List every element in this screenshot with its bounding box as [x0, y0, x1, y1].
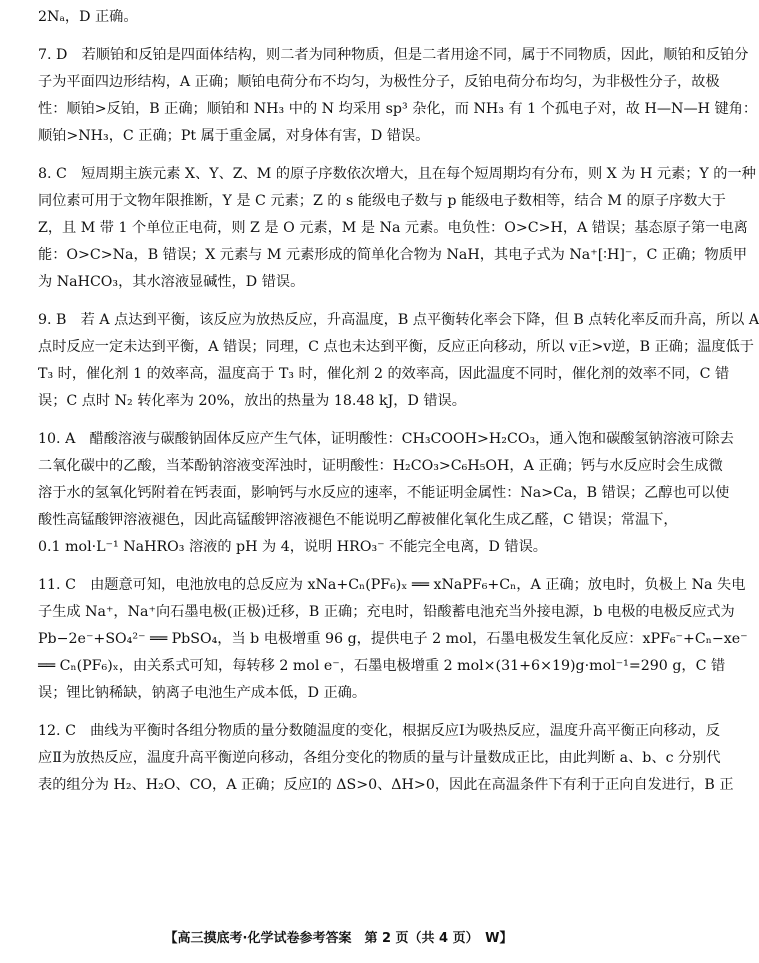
answer-page — [38, 4, 759, 799]
answer-tail — [38, 4, 648, 31]
answer-9 — [38, 307, 759, 415]
answer-11 — [38, 572, 748, 707]
answer-line: 7. D 若顺铂和反铂是四面体结构，则二者为同种物质，但是二者用途不同，属于不同物质，因此，顺铂和反铂分 — [38, 47, 749, 63]
answer-line: 8. C 短周期主族元素 X、Y、Z、M 的原子序数依次增大，且在每个短周期均有分布，则 X 为 H 元素；Y 的一种 — [38, 166, 756, 182]
answer-line: 表的组分为 H₂、H₂O、CO，A 正确；反应Ⅰ的 ΔS>0、ΔH>0，因此在高温条件下有利于正向自发进行，B 正 — [38, 777, 734, 793]
answer-line: 9. B 若 A 点达到平衡，该反应为放热反应，升高温度，B 点平衡转化率会下降，但 B 点转化率反而升高，所以 A — [38, 312, 759, 328]
answer-8 — [38, 161, 756, 296]
answer-line: 应Ⅱ为放热反应，温度升高平衡逆向移动，各组分变化的物质的量与计量数成正比，由此判断 a、b、c 分别代 — [38, 750, 721, 766]
page-footer: 【高三摸底考·化学试卷参考答案 第 2 页（共 4 页） W】 — [164, 931, 513, 946]
answer-line: 2Nₐ，D 正确。 — [38, 9, 138, 25]
answer-line: 0.1 mol·L⁻¹ NaHRO₃ 溶液的 pH 为 4，说明 HRO₃⁻ 不能完全电离，D 错误。 — [38, 539, 547, 555]
answer-line: 能：O>C>Na，B 错误；X 元素与 M 元素形成的简单化合物为 NaH，其电子式为 Na⁺[∶H]⁻，C 正确；物质甲 — [38, 247, 748, 263]
answer-line: T₃ 时，催化剂 1 的效率高，温度高于 T₃ 时，催化剂 2 的效率高，因此温度不同时，催化剂的效率不同，C 错 — [38, 366, 730, 382]
answer-line: 溶于水的氢氧化钙附着在钙表面，影响钙与水反应的速率，不能证明金属性：Na>Ca，B 错误；乙醇也可以使 — [38, 485, 730, 501]
answer-line: Pb−2e⁻+SO₄²⁻ ══ PbSO₄，当 b 电极增重 96 g，提供电子 2 mol，石墨电极发生氧化反应：xPF₆⁻+Cₙ−xe⁻ — [38, 631, 748, 647]
answer-7 — [38, 42, 758, 150]
answer-line: Z，且 M 带 1 个单位正电荷，则 Z 是 O 元素，M 是 Na 元素。电负性：O>C>H，A 错误；基态原子第一电离 — [38, 220, 748, 236]
answer-line: 子为平面四边形结构，A 正确；顺铂电荷分布不均匀，为极性分子，反铂电荷分布均匀，为非极性分子，故极 — [38, 74, 720, 90]
answer-line: 子生成 Na⁺，Na⁺向石墨电极(正极)迁移，B 正确；充电时，铅酸蓄电池充当外接电源，b 电极的电极反应式为 — [38, 604, 735, 620]
answer-line: 11. C 由题意可知，电池放电的总反应为 xNa+Cₙ(PF₆)ₓ ══ xNaPF₆+Cₙ，A 正确；放电时，负极上 Na 失电 — [38, 577, 746, 593]
answer-line: 10. A 醋酸溶液与碳酸钠固体反应产生气体，证明酸性：CH₃COOH>H₂CO₃，通入饱和碳酸氢钠溶液可除去 — [38, 431, 734, 447]
answer-line: 12. C 曲线为平衡时各组分物质的量分数随温度的变化，根据反应Ⅰ为吸热反应，温度升高平衡正向移动，反 — [38, 723, 720, 739]
answer-line: 同位素可用于文物年限推断，Y 是 C 元素；Z 的 s 能级电子数与 p 能级电子数相等，结合 M 的原子序数大于 — [38, 193, 726, 209]
answer-10 — [38, 426, 734, 561]
answer-12 — [38, 718, 734, 799]
answer-line: 酸性高锰酸钾溶液褪色，因此高锰酸钾溶液褪色不能说明乙醇被催化氧化生成乙醛，C 错误；常温下， — [38, 512, 678, 528]
answer-line: 为 NaHCO₃，其水溶液显碱性，D 错误。 — [38, 274, 305, 290]
answer-line: 误；C 点时 N₂ 转化率为 20%，放出的热量为 18.48 kJ，D 错误。 — [38, 393, 466, 409]
answer-line: 性：顺铂>反铂，B 正确；顺铂和 NH₃ 中的 N 均采用 sp³ 杂化，而 NH₃ 有 1 个孤电子对，故 H—N—H 键角： — [38, 101, 758, 117]
answer-line: 点时反应一定未达到平衡，A 错误；同理，C 点也未达到平衡，反应正向移动，所以 v正>v逆，B 正确；温度低于 — [38, 339, 754, 355]
answer-line: 顺铂>NH₃，C 正确；Pt 属于重金属，对身体有害，D 错误。 — [38, 128, 430, 144]
answer-line: 二氧化碳中的乙酸，当苯酚钠溶液变浑浊时，证明酸性：H₂CO₃>C₆H₅OH，A 正确；钙与水反应时会生成微 — [38, 458, 723, 474]
answer-line: 误；锂比钠稀缺，钠离子电池生产成本低，D 正确。 — [38, 685, 367, 701]
answer-line: ══ Cₙ(PF₆)ₓ，由关系式可知，每转移 2 mol e⁻，石墨电极增重 2 mol×(31+6×19)g·mol⁻¹=290 g，C 错 — [38, 658, 726, 674]
